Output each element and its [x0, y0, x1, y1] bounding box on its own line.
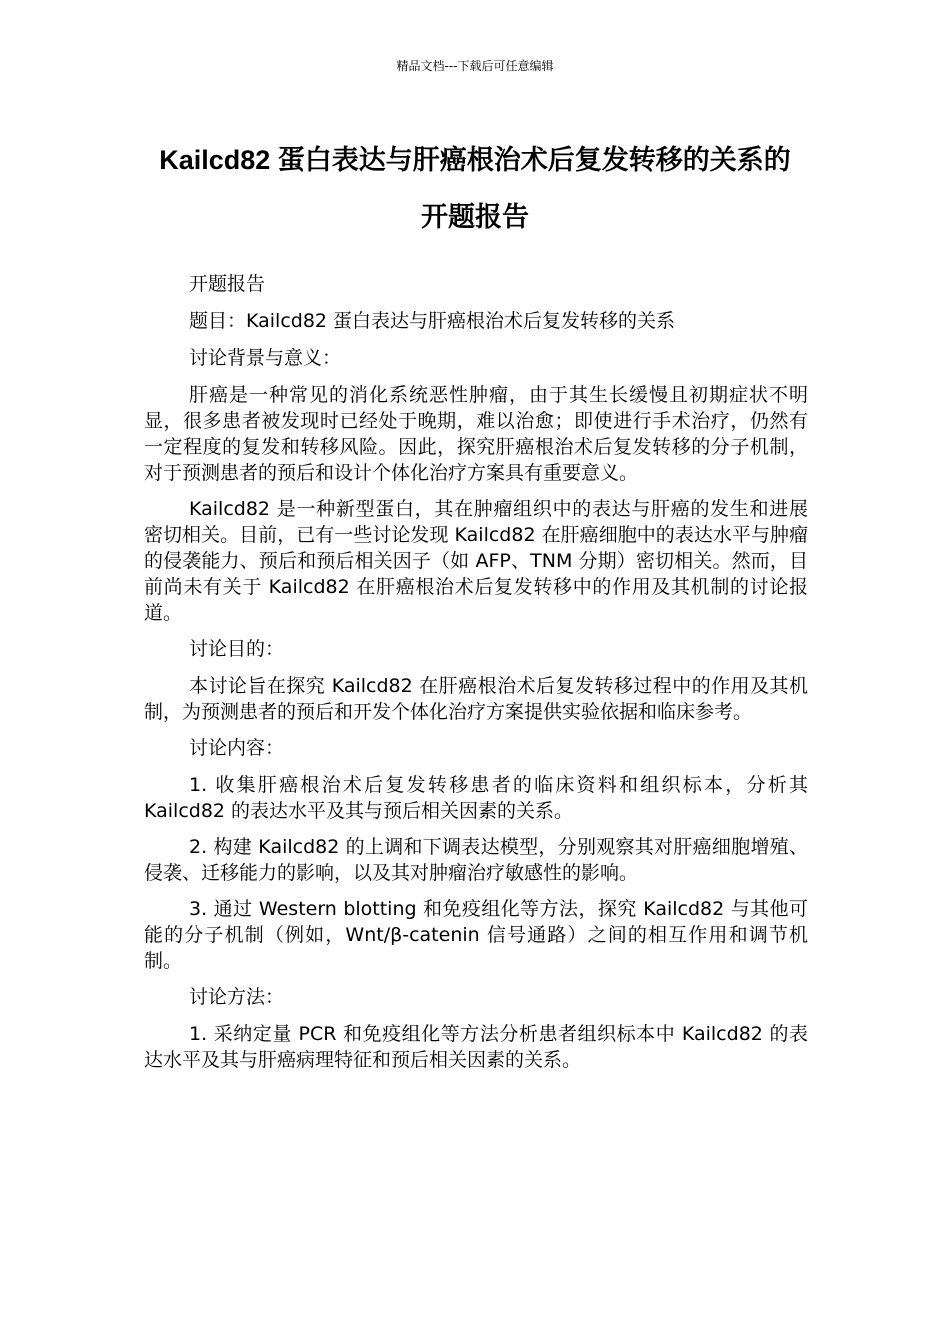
document-body [144, 271, 808, 1083]
topic-line: 题目：Kailcd82 蛋白表达与肝癌根治术后复发转移的关系 [189, 310, 676, 332]
section-heading-content: 讨论内容： [189, 737, 285, 759]
document-title [100, 132, 850, 246]
section-label-report: 开题报告 [189, 273, 266, 295]
document-title-line-1: Kailcd82 蛋白表达与肝癌根治术后复发转移的关系的 [159, 145, 791, 175]
paragraph-background-1: 肝癌是一种常见的消化系统恶性肿瘤，由于其生长缓慢且初期症状不明显，很多患者被发现时已经处于晚期，难以治愈；即使进行手术治疗，仍然有一定程度的复发和转移风险。因此，探究肝癌根治术后复发转移的分子机制，对于预测患者的预后和设计个体化治疗方案具有重要意义。 [144, 384, 808, 484]
section-heading-methods: 讨论方法： [189, 986, 285, 1008]
content-item-1: 1. 收集肝癌根治术后复发转移患者的临床资料和组织标本，分析其 Kailcd82 的表达水平及其与预后相关因素的关系。 [144, 774, 808, 822]
paragraph-purpose: 本讨论旨在探究 Kailcd82 在肝癌根治术后复发转移过程中的作用及其机制，为预测患者的预后和开发个体化治疗方案提供实验依据和临床参考。 [144, 675, 808, 723]
section-heading-background: 讨论背景与意义： [189, 347, 342, 369]
section-heading-purpose: 讨论目的： [189, 638, 285, 660]
document-title-line-2: 开题报告 [421, 202, 529, 232]
header-note: 精品文档---下载后可任意编辑 [396, 59, 554, 73]
content-item-3: 3. 通过 Western blotting 和免疫组化等方法，探究 Kailcd82 与其他可能的分子机制（例如，Wnt/β-catenin 信号通路）之间的相互作用和调节机制。 [144, 898, 808, 972]
method-item-1: 1. 采纳定量 PCR 和免疫组化等方法分析患者组织标本中 Kailcd82 的表达水平及其与肝癌病理特征和预后相关因素的关系。 [144, 1023, 808, 1071]
content-item-2: 2. 构建 Kailcd82 的上调和下调表达模型，分别观察其对肝癌细胞增殖、侵袭、迁移能力的影响，以及其对肿瘤治疗敏感性的影响。 [144, 836, 808, 884]
paragraph-background-2: Kailcd82 是一种新型蛋白，其在肿瘤组织中的表达与肝癌的发生和进展密切相关。目前，已有一些讨论发现 Kailcd82 在肝癌细胞中的表达水平与肿瘤的侵袭能力、预后和预后相关因子（如 AFP、TNM 分期）密切相关。然而，目前尚未有关于 Kailcd82 在肝癌根治术后复发转移中的作用及其机制的讨论报道。 [144, 498, 808, 624]
